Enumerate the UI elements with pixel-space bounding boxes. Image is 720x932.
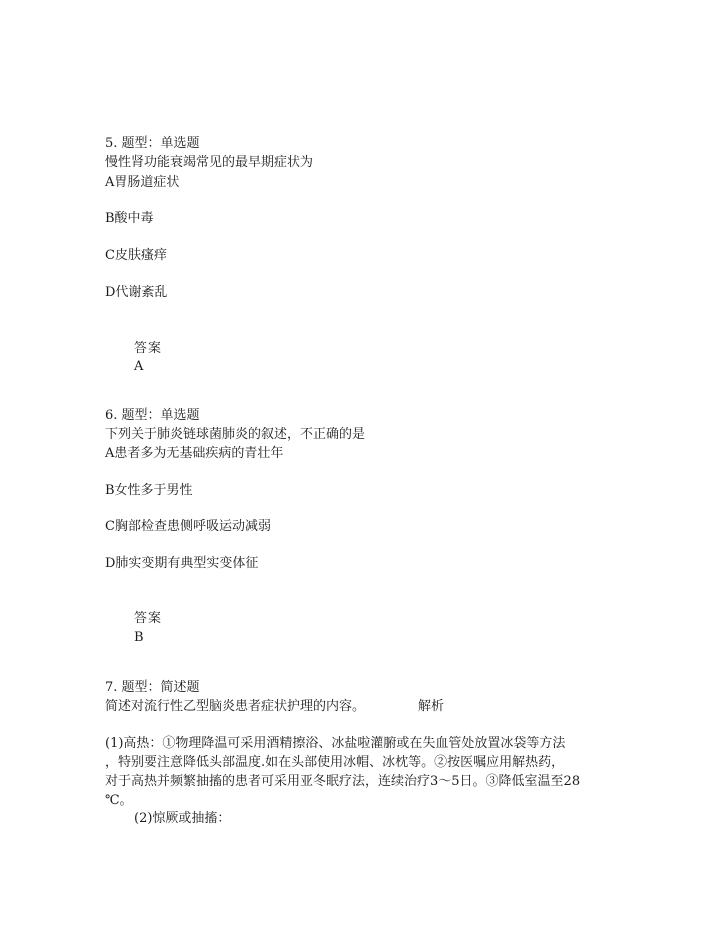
q7-analysis-line-4: ℃。 xyxy=(105,793,133,808)
q6-stem: 下列关于肺炎链球菌肺炎的叙述，不正确的是 xyxy=(105,427,366,442)
q7-analysis-line-1: (1)高热：①物理降温可采用酒精擦浴、冰盐啦灌腑或在失血管处放置冰袋等方法 xyxy=(105,736,566,751)
q6-option-a: A患者多为无基础疾病的青壮年 xyxy=(105,446,284,461)
q5-stem: 慢性肾功能衰竭常见的最早期症状为 xyxy=(105,155,314,170)
q6-answer-label: 答案 xyxy=(134,611,163,626)
q5-option-a: A胃肠道症状 xyxy=(105,175,180,190)
q5-option-b: B酸中毒 xyxy=(105,211,154,226)
q7-stem: 简述对流行性乙型脑炎患者症状护理的内容。 xyxy=(105,699,366,714)
q6-option-c: C胸部检查患侧呼吸运动减弱 xyxy=(105,519,271,534)
q7-sub-item: (2)惊厥或抽搐： xyxy=(134,811,231,826)
q5-answer-value: A xyxy=(134,359,145,374)
q7-header: 7. 题型：简述题 xyxy=(105,680,200,695)
q5-option-c: C皮肤瘙痒 xyxy=(105,248,167,263)
q7-analysis-line-3: 对于高热并频繁抽搐的患者可采用亚冬眠疗法，连续治疗3～5日。③降低室温至28 xyxy=(105,774,581,789)
q5-header: 5. 题型：单选题 xyxy=(105,136,200,151)
q7-analysis-label: 解析 xyxy=(418,699,445,714)
q6-answer-value: B xyxy=(134,630,145,645)
q6-header: 6. 题型：单选题 xyxy=(105,408,200,423)
q5-answer-label: 答案 xyxy=(134,341,163,356)
q6-option-b: B女性多于男性 xyxy=(105,483,193,498)
q7-analysis-line-2: ，特别要注意降低头部温度.如在头部使用冰帽、冰枕等。②按医嘱应用解热药， xyxy=(105,755,565,770)
q6-option-d: D肺实变期有典型实变体征 xyxy=(105,556,259,571)
q5-option-d: D代谢紊乱 xyxy=(105,285,168,300)
